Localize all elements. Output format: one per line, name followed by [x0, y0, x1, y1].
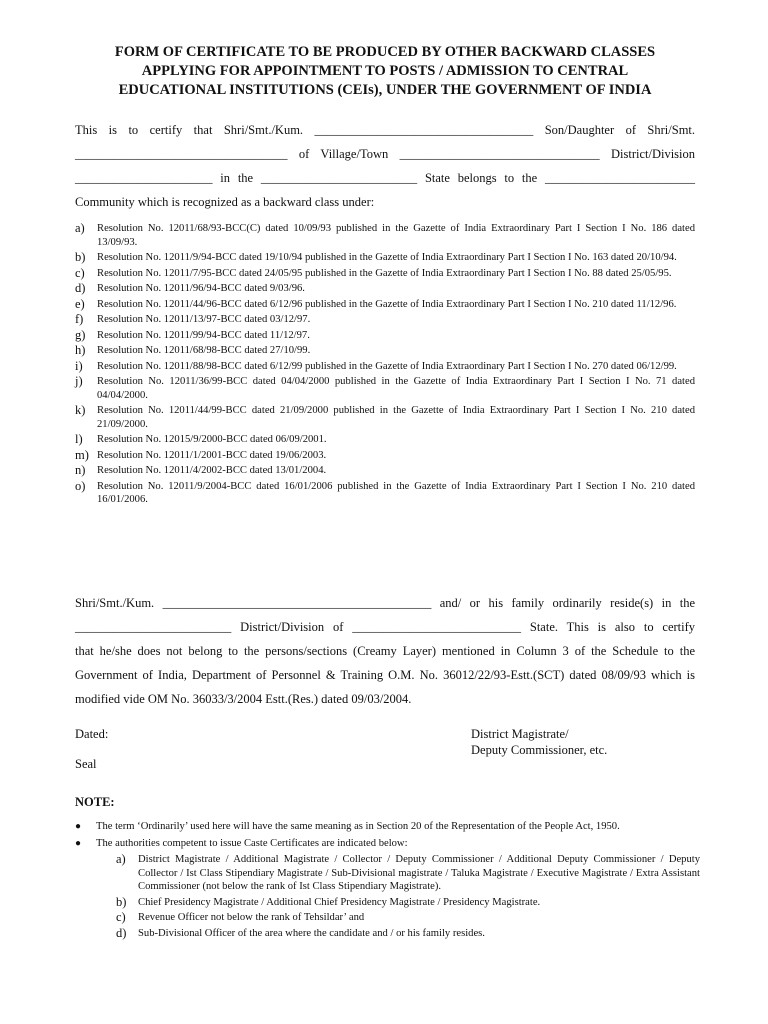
list-item	[116, 853, 700, 894]
cert-line-4: Community which is recognized as a backward class under:	[75, 195, 375, 209]
residence-district-blank[interactable]: _________________________	[75, 620, 232, 634]
title-line-2: APPLYING FOR APPOINTMENT TO POSTS / ADMISSION TO CENTRAL	[141, 63, 629, 79]
list-letter: k)	[75, 403, 86, 417]
note-item	[75, 820, 700, 834]
list-item	[75, 480, 695, 507]
list-item	[75, 360, 695, 374]
list-letter: e)	[75, 296, 85, 311]
list-letter: n)	[75, 463, 86, 477]
list-letter: h)	[75, 343, 86, 357]
resolution-list	[75, 222, 695, 509]
list-text: Chief Presidency Magistrate / Additional Chief Presidency Magistrate / Presidency Magistrate.	[138, 896, 541, 908]
list-letter: c)	[116, 910, 126, 924]
district-blank[interactable]: ______________________	[75, 171, 213, 185]
list-text: Resolution No. 12015/9/2000-BCC dated 06/09/2001.	[97, 434, 327, 445]
cert-text: This is to certify that Shri/Smt./Kum.	[75, 123, 304, 137]
residence-state-blank[interactable]: ___________________________	[352, 620, 522, 634]
list-letter: o)	[75, 478, 86, 493]
list-text: Resolution No. 12011/88/98-BCC dated 6/12/99 published in the Gazette of India Extraordinary Part I Section I No. 270 dated 06/12/99.	[97, 360, 677, 372]
residence-line-5: modified vide OM No. 36033/3/2004 Estt.(Res.) dated 09/03/2004.	[75, 692, 412, 706]
note-text: The term ‘Ordinarily’ used here will have the same meaning as in Section 20 of the Representation of the People Act, 1950.	[96, 821, 620, 832]
list-item	[75, 222, 695, 249]
list-letter: a)	[116, 852, 126, 866]
list-item	[75, 464, 695, 478]
list-text: Resolution No. 12011/9/2004-BCC dated 16/01/2006 published in the Gazette of India Extraordinary Part I Section I No. 210 dated 16/01/2006.	[97, 480, 695, 505]
cert-text: District/Division	[610, 147, 696, 161]
residence-text: Shri/Smt./Kum.	[75, 596, 155, 610]
cert-text: of Village/Town	[298, 147, 389, 161]
residence-text: District/Division of	[240, 620, 344, 634]
list-item	[75, 449, 695, 463]
list-letter: d)	[75, 281, 86, 295]
note-heading: NOTE:	[75, 795, 115, 809]
dated-label: Dated:	[75, 727, 109, 741]
authority-list	[116, 853, 700, 940]
signatory-block	[471, 726, 607, 758]
list-letter: a)	[75, 221, 85, 235]
list-text: Resolution No. 12011/44/99-BCC dated 21/09/2000 published in the Gazette of India Extraordinary Part I Section I No. 210 dated 21/09/2000.	[97, 405, 695, 430]
residence-text: State. This is also to certify	[529, 620, 696, 634]
list-item	[75, 313, 695, 327]
list-item	[75, 251, 695, 265]
title-line-1: FORM OF CERTIFICATE TO BE PRODUCED BY OTHER BACKWARD CLASSES	[114, 44, 656, 60]
list-letter: i)	[75, 358, 83, 373]
list-item	[75, 404, 695, 431]
list-item	[75, 329, 695, 343]
list-item	[116, 896, 700, 910]
list-item	[75, 267, 695, 281]
list-text: Sub-Divisional Officer of the area where the candidate and / or his family resides.	[138, 927, 485, 939]
title-line-3: EDUCATIONAL INSTITUTIONS (CEIs), UNDER THE GOVERNMENT OF INDIA	[118, 82, 652, 98]
residence-line-1	[75, 591, 695, 615]
list-text: Resolution No. 12011/44/96-BCC dated 6/12/96 published in the Gazette of India Extraordinary Part I Section I No. 210 dated 11/12/96.	[97, 298, 677, 310]
list-item	[75, 298, 695, 312]
list-letter: j)	[75, 374, 83, 388]
bullet-icon: ●	[75, 821, 82, 832]
list-text: Resolution No. 12011/68/98-BCC dated 27/10/99.	[97, 345, 311, 356]
list-text: Resolution No. 12011/36/99-BCC dated 04/04/2000 published in the Gazette of India Extraordinary Part I Section I No. 71 dated 04/04/2000.	[97, 376, 695, 401]
name-blank[interactable]: ___________________________________	[314, 123, 534, 137]
list-letter: g)	[75, 327, 86, 342]
state-blank[interactable]: _________________________	[260, 171, 418, 185]
resident-name-blank[interactable]: ___________________________________________	[162, 596, 432, 610]
list-item	[75, 433, 695, 447]
parent-name-blank[interactable]: __________________________________	[75, 147, 288, 161]
cert-text: Son/Daughter of Shri/Smt.	[544, 123, 696, 137]
certification-paragraph	[75, 118, 695, 214]
cert-text: in the	[220, 171, 254, 185]
list-letter: c)	[75, 265, 85, 280]
cert-line-3	[75, 166, 695, 190]
village-blank[interactable]: ________________________________	[399, 147, 600, 161]
bullet-icon: ●	[75, 837, 82, 849]
list-item	[75, 282, 695, 296]
community-blank[interactable]: ________________________	[545, 171, 695, 185]
cert-text: State belongs to the	[424, 171, 538, 185]
residence-line-4: Government of India, Department of Personnel & Training O.M. No. 36012/22/93-Estt.(SCT) dated 08/09/93 which is	[75, 668, 695, 682]
residence-text: and/ or his family ordinarily reside(s) in the	[439, 596, 696, 610]
cert-line-1	[75, 118, 695, 142]
list-text: Resolution No. 12011/68/93-BCC(C) dated 10/09/93 published in the Gazette of India Extraordinary Part I Section I No. 186 dated 13/09/93.	[97, 223, 695, 248]
list-text: Resolution No. 12011/96/94-BCC dated 9/03/96.	[97, 283, 305, 294]
list-text: Revenue Officer not below the rank of Tehsildar’ and	[138, 912, 365, 923]
list-text: District Magistrate / Additional Magistrate / Collector / Deputy Commissioner / Additional Deputy Commissioner / Deputy Collector / Ist Class Stipendiary Magistrate / Sub-Divisional magistrate / Taluka Magistrate / Executive Magistrate / Extra Assistant Commissioner (not below the rank of Ist Class Stipendiary Magistrate).	[138, 854, 700, 892]
list-item	[75, 375, 695, 402]
list-letter: b)	[116, 894, 127, 909]
list-item	[116, 927, 700, 941]
residence-line-2	[75, 615, 695, 639]
cert-line-2	[75, 142, 695, 166]
list-text: Resolution No. 12011/7/95-BCC dated 24/05/95 published in the Gazette of India Extraordinary Part I Section I No. 88 dated 25/05/95.	[97, 267, 672, 279]
list-item	[75, 344, 695, 358]
list-letter: m)	[75, 447, 89, 462]
list-letter: d)	[116, 925, 127, 940]
list-letter: f)	[75, 312, 84, 326]
seal-label: Seal	[75, 757, 97, 771]
list-letter: b)	[75, 250, 86, 264]
residence-line-3: that he/she does not belong to the persons/sections (Creamy Layer) mentioned in Column 3 of the Schedule to the	[75, 644, 695, 658]
note-item	[75, 837, 700, 851]
list-text: Resolution No. 12011/13/97-BCC dated 03/12/97.	[97, 314, 311, 325]
signatory-designation: District Magistrate/	[471, 727, 569, 741]
list-text: Resolution No. 12011/1/2001-BCC dated 19/06/2003.	[97, 449, 327, 461]
residence-paragraph	[75, 591, 695, 711]
document-title	[60, 43, 710, 100]
list-text: Resolution No. 12011/99/94-BCC dated 11/12/97.	[97, 329, 310, 341]
note-text: The authorities competent to issue Caste Certificates are indicated below:	[96, 837, 408, 849]
note-list	[75, 820, 700, 942]
list-text: Resolution No. 12011/9/94-BCC dated 19/10/94 published in the Gazette of India Extraordinary Part I Section I No. 163 dated 20/10/94.	[97, 252, 677, 263]
list-text: Resolution No. 12011/4/2002-BCC dated 13/01/2004.	[97, 465, 327, 476]
list-letter: l)	[75, 432, 83, 446]
signatory-designation: Deputy Commissioner, etc.	[471, 743, 608, 757]
list-item	[116, 911, 700, 925]
